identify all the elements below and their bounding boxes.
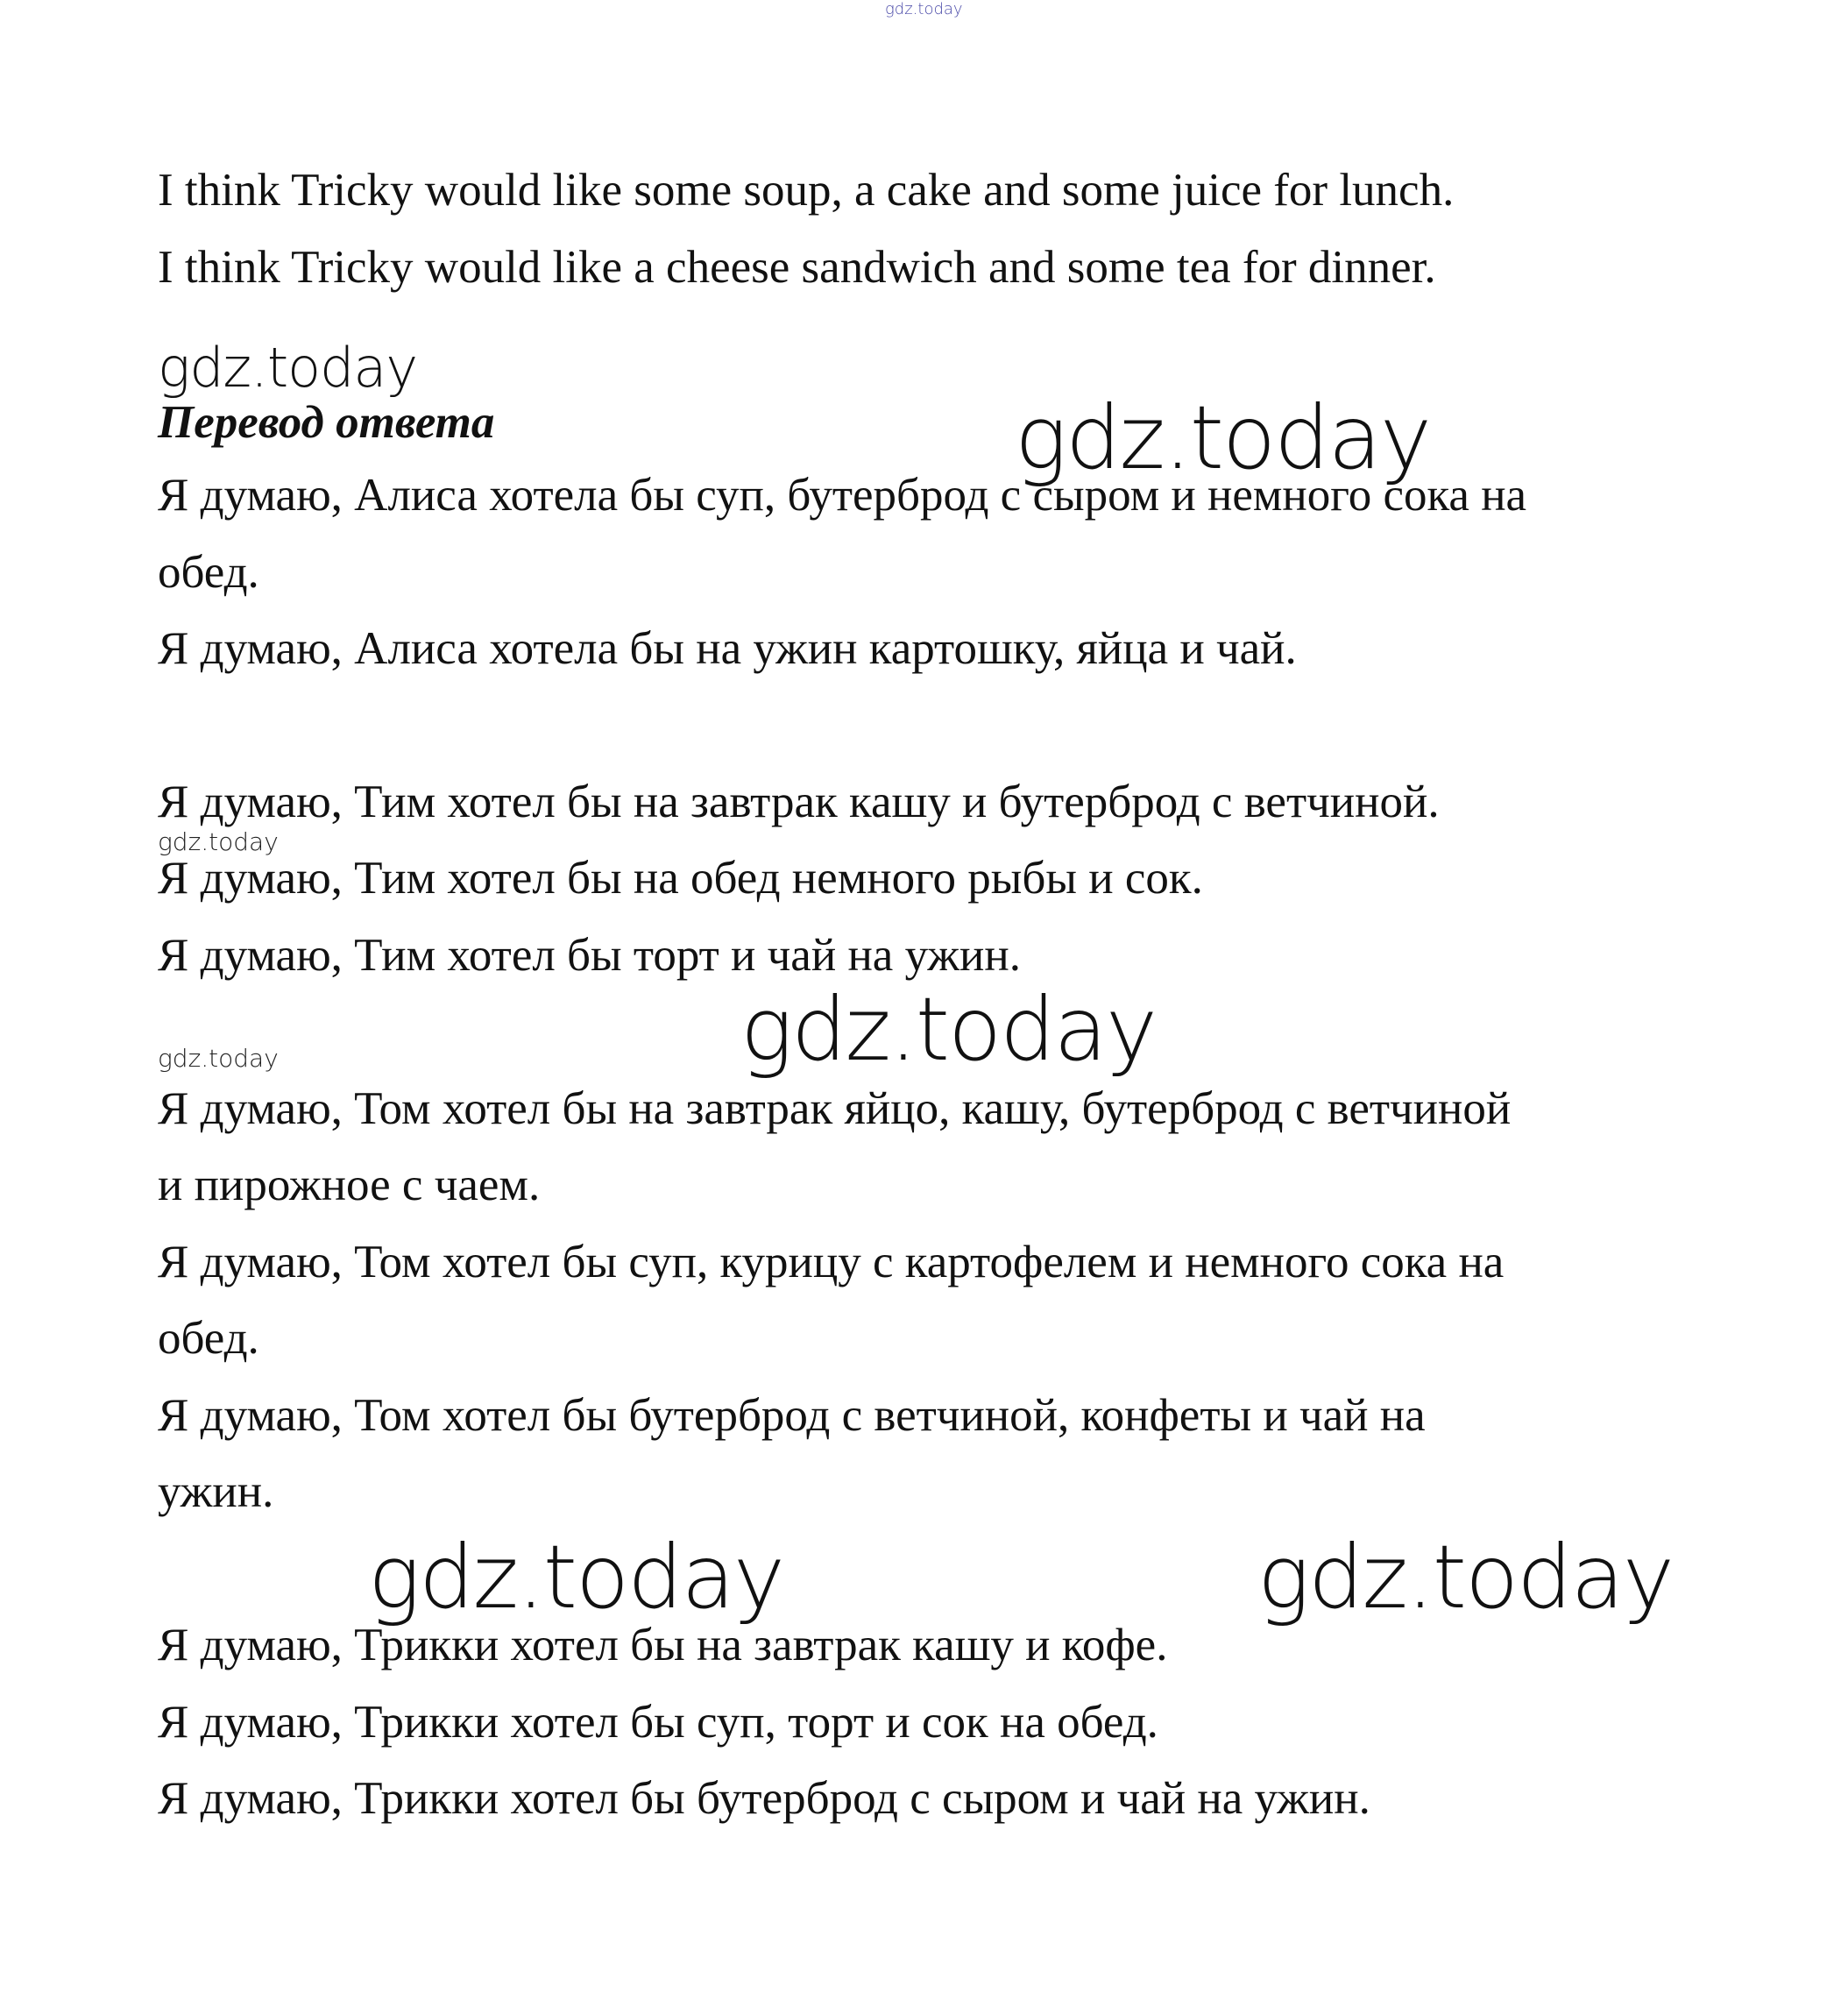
watermark: gdz.today	[368, 1526, 784, 1628]
translation-line: ужин.	[158, 1466, 274, 1517]
watermark-top: gdz.today	[885, 0, 963, 18]
watermark: gdz.today	[1257, 1526, 1674, 1628]
translation-line: Я думаю, Трикки хотел бы на завтрак кашу и кофе.	[158, 1620, 1168, 1670]
watermark: gdz.today	[158, 827, 279, 856]
translation-line: Я думаю, Трикки хотел бы суп, торт и сок на обед.	[158, 1697, 1158, 1748]
watermark: gdz.today	[158, 1044, 279, 1073]
translation-line: Я думаю, Алиса хотела бы на ужин картошку, яйца и чай.	[158, 623, 1297, 674]
translation-line: Я думаю, Том хотел бы суп, курицу с картофелем и немного сока на	[158, 1237, 1505, 1287]
translation-line: обед.	[158, 1313, 259, 1364]
english-line: I think Tricky would like a cheese sandwich and some tea for dinner.	[158, 242, 1436, 293]
translation-line: обед.	[158, 547, 259, 598]
english-line: I think Tricky would like some soup, a cake and some juice for lunch.	[158, 165, 1455, 216]
translation-line: Я думаю, Тим хотел бы на обед немного рыбы и сок.	[158, 853, 1203, 904]
translation-line: Я думаю, Трикки хотел бы бутерброд с сыром и чай на ужин.	[158, 1773, 1370, 1824]
translation-line: Я думаю, Том хотел бы бутерброд с ветчиной, конфеты и чай на	[158, 1390, 1426, 1441]
translation-line: и пирожное с чаем.	[158, 1160, 541, 1210]
translation-line: Я думаю, Тим хотел бы торт и чай на ужин.	[158, 930, 1021, 981]
watermark: gdz.today	[1015, 387, 1431, 489]
translation-line: Я думаю, Алиса хотела бы суп, бутерброд с сыром и немного сока на	[158, 470, 1527, 521]
translation-line: Я думаю, Том хотел бы на завтрак яйцо, кашу, бутерброд с ветчиной	[158, 1083, 1512, 1134]
translation-heading: Перевод ответа	[158, 397, 495, 448]
watermark: gdz.today	[740, 978, 1157, 1081]
watermark: gdz.today	[158, 336, 418, 400]
translation-line: Я думаю, Тим хотел бы на завтрак кашу и бутерброд с ветчиной.	[158, 777, 1440, 827]
